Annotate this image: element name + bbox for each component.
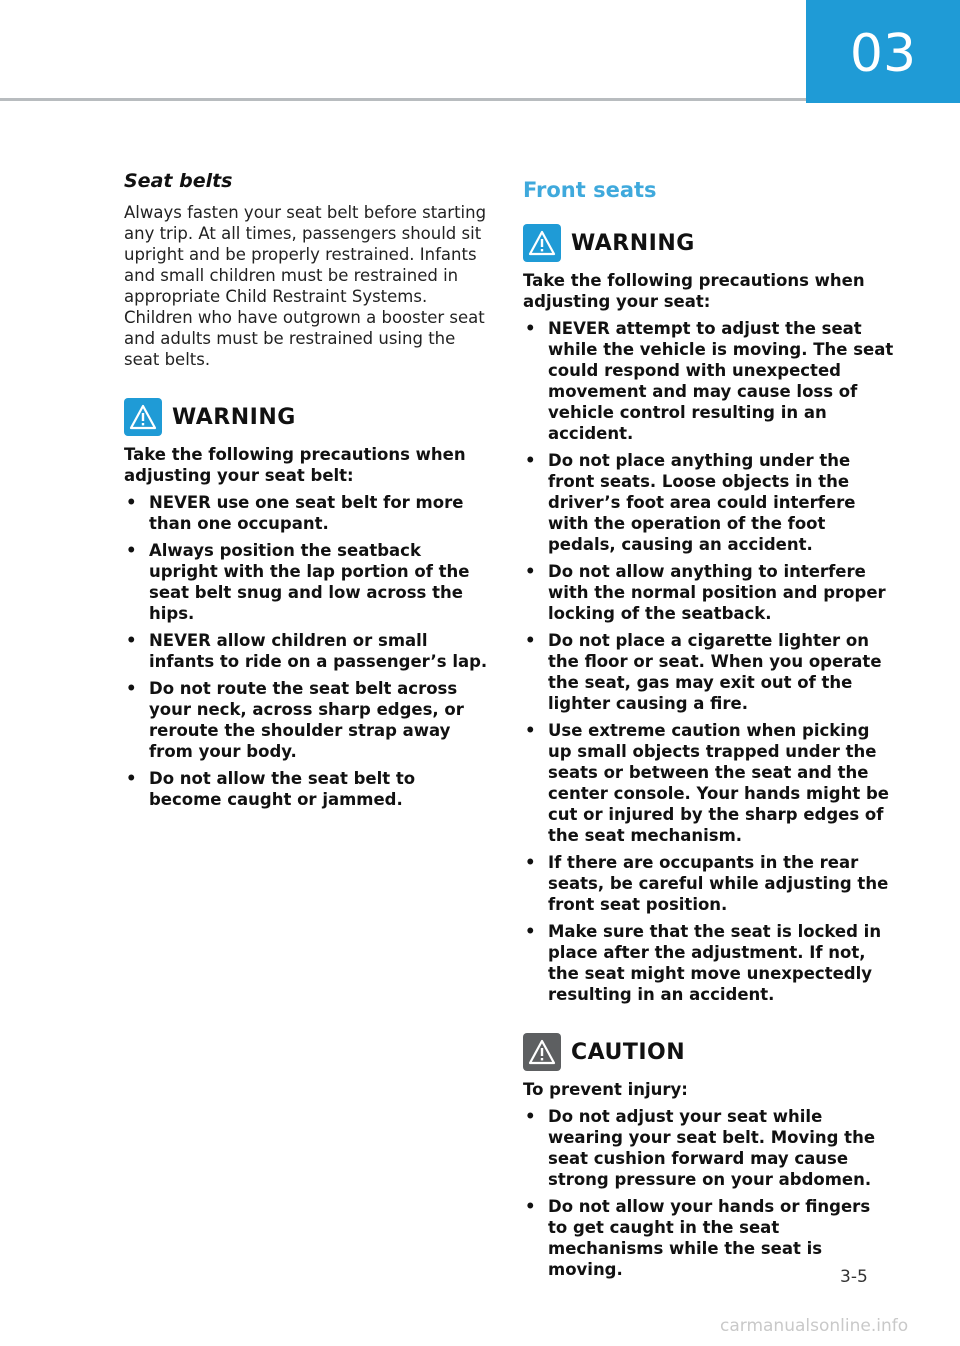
- warning-label: WARNING: [571, 230, 695, 256]
- caution-intro: To prevent injury:: [523, 1080, 688, 1099]
- list-item: • Make sure that the seat is locked in place after the adjustment. If not, the seat might move unexpectedly resulting in an accident.: [525, 922, 882, 1004]
- chapter-number: 03: [849, 23, 917, 84]
- list-item: • NEVER attempt to adjust the seat while the vehicle is moving. The seat could respond with unexpected movement and may cause loss of vehicle control resulting in an accident.: [525, 319, 894, 443]
- section-title-seat-belts: Seat belts: [124, 170, 233, 192]
- warning-triangle-icon: [124, 398, 162, 436]
- list-item: • NEVER allow children or small infants to ride on a passenger’s lap.: [126, 631, 488, 671]
- seat-belts-paragraph: Always fasten your seat belt before starting any trip. At all times, passengers should sit upright and be properly restrained. Infants and small children must be restrained in appropriate Child Restraint Systems. Children who have outgrown a booster seat and adults must be restrained using the seat belts.: [124, 203, 487, 369]
- list-item: • Do not allow the seat belt to become caught or jammed.: [126, 769, 416, 809]
- caution-label: CAUTION: [571, 1039, 686, 1065]
- list-item: • Do not place a cigarette lighter on the floor or seat. When you operate the seat, gas may exit out of the lighter causing a fire.: [525, 631, 882, 713]
- list-item: • NEVER use one seat belt for more than one occupant.: [126, 493, 464, 533]
- page-number: 3-5: [840, 1267, 868, 1287]
- left-column: [124, 170, 492, 838]
- list-item: • Do not adjust your seat while wearing your seat belt. Moving the seat cushion forward may cause strong pressure on your abdomen.: [525, 1107, 876, 1189]
- watermark: carmanualsonline.info: [720, 1316, 909, 1336]
- warning-intro: Take the following precautions when adjusting your seat:: [523, 271, 865, 311]
- list-item: • If there are occupants in the rear seats, be careful while adjusting the front seat position.: [525, 853, 889, 914]
- chapter-tab: [806, 0, 960, 103]
- caution-triangle-icon: [523, 1033, 561, 1071]
- list-item: • Always position the seatback upright with the lap portion of the seat belt snug and low across the hips.: [126, 541, 470, 623]
- warning-list: [124, 492, 492, 810]
- list-item: • Do not place anything under the front seats. Loose objects in the driver’s foot area could interfere with the operation of the foot pedals, causing an accident.: [525, 451, 856, 554]
- warning-label: WARNING: [172, 404, 296, 430]
- warning-list: [523, 318, 895, 1005]
- header-rule: [0, 98, 806, 101]
- list-item: • Do not allow anything to interfere with the normal position and proper locking of the seatback.: [525, 562, 886, 623]
- section-title-front-seats: Front seats: [523, 178, 657, 202]
- warning-intro: Take the following precautions when adjusting your seat belt:: [124, 445, 466, 485]
- warning-heading: [124, 398, 492, 436]
- list-item: • Use extreme caution when picking up small objects trapped under the seats or between the seat and the center console. Your hands might be cut or injured by the sharp edges of the seat mechanism.: [525, 721, 889, 845]
- caution-list: [523, 1106, 895, 1280]
- warning-heading: [523, 224, 895, 262]
- list-item: • Do not route the seat belt across your neck, across sharp edges, or reroute the shoulder strap away from your body.: [126, 679, 464, 761]
- right-column: [523, 178, 895, 1308]
- warning-triangle-icon: [523, 224, 561, 262]
- list-item: • Do not allow your hands or fingers to get caught in the seat mechanisms while the seat is moving.: [525, 1197, 871, 1279]
- caution-heading: [523, 1033, 895, 1071]
